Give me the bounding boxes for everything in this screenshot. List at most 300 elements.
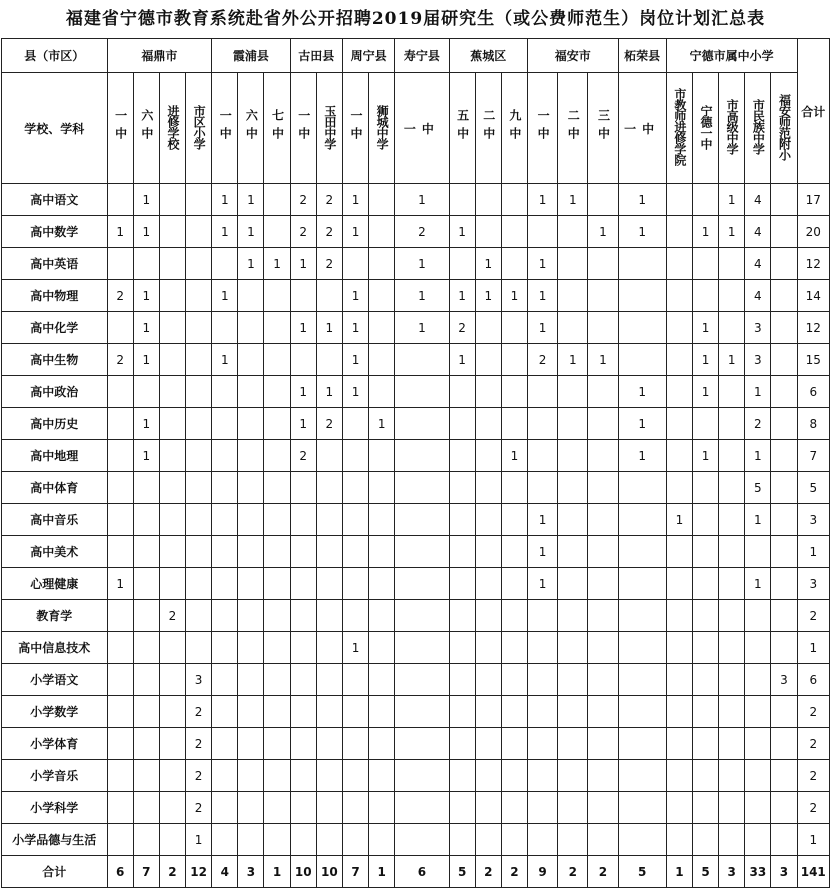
- count-cell: [666, 760, 692, 792]
- column-total-cell: 4: [212, 856, 238, 888]
- count-cell: [618, 728, 666, 760]
- count-cell: [342, 472, 368, 504]
- row-total-cell: 1: [797, 824, 829, 856]
- count-cell: 1: [395, 248, 449, 280]
- count-cell: [719, 632, 745, 664]
- school-header-cell: [212, 73, 238, 184]
- total-header-cell: 合计: [797, 39, 829, 184]
- count-cell: 1: [666, 504, 692, 536]
- table-row: [2, 600, 830, 632]
- row-total-cell: 6: [797, 376, 829, 408]
- count-cell: [290, 600, 316, 632]
- count-cell: [618, 568, 666, 600]
- count-cell: [692, 472, 718, 504]
- count-cell: [771, 280, 797, 312]
- count-cell: [186, 504, 212, 536]
- count-cell: [618, 312, 666, 344]
- count-cell: 2: [290, 440, 316, 472]
- school-name-text: 狮城中学: [375, 104, 390, 149]
- count-cell: [212, 696, 238, 728]
- count-cell: [264, 376, 290, 408]
- count-cell: [107, 504, 133, 536]
- column-total-cell: 3: [719, 856, 745, 888]
- count-cell: [501, 312, 527, 344]
- row-total-cell: 1: [797, 536, 829, 568]
- county-header-cell: 古田县: [290, 39, 342, 73]
- count-cell: 2: [745, 408, 771, 440]
- count-cell: [501, 344, 527, 376]
- count-cell: [771, 760, 797, 792]
- count-cell: [159, 696, 185, 728]
- count-cell: [212, 664, 238, 696]
- count-cell: [588, 472, 618, 504]
- count-cell: [290, 760, 316, 792]
- count-cell: [159, 312, 185, 344]
- count-cell: [369, 312, 395, 344]
- count-cell: [745, 536, 771, 568]
- count-cell: [395, 440, 449, 472]
- count-cell: [618, 280, 666, 312]
- table-row: [2, 632, 830, 664]
- count-cell: [342, 728, 368, 760]
- count-cell: [342, 600, 368, 632]
- row-total-cell: 6: [797, 664, 829, 696]
- count-cell: 1: [395, 312, 449, 344]
- count-cell: [133, 248, 159, 280]
- count-cell: [369, 344, 395, 376]
- count-cell: [107, 376, 133, 408]
- column-total-cell: 3: [771, 856, 797, 888]
- table-row: [2, 408, 830, 440]
- count-cell: [692, 536, 718, 568]
- count-cell: [238, 728, 264, 760]
- table-row: [2, 760, 830, 792]
- count-cell: 2: [107, 280, 133, 312]
- count-cell: [107, 824, 133, 856]
- subject-cell: 高中数学: [2, 216, 108, 248]
- count-cell: [264, 632, 290, 664]
- table-row: [2, 472, 830, 504]
- count-cell: 2: [395, 216, 449, 248]
- count-cell: 1: [107, 568, 133, 600]
- count-cell: [369, 536, 395, 568]
- count-cell: [528, 664, 558, 696]
- count-cell: [369, 824, 395, 856]
- count-cell: [528, 696, 558, 728]
- count-cell: [264, 504, 290, 536]
- subject-cell: 高中美术: [2, 536, 108, 568]
- count-cell: [186, 632, 212, 664]
- row-total-cell: 2: [797, 696, 829, 728]
- count-cell: 1: [316, 376, 342, 408]
- count-cell: [133, 792, 159, 824]
- school-header-cell: [449, 73, 475, 184]
- count-cell: [107, 728, 133, 760]
- count-cell: [558, 248, 588, 280]
- school-name-text: 一中: [218, 108, 233, 145]
- count-cell: [238, 760, 264, 792]
- count-cell: [369, 760, 395, 792]
- count-cell: [238, 344, 264, 376]
- count-cell: [771, 600, 797, 632]
- count-cell: 1: [501, 280, 527, 312]
- count-cell: [369, 696, 395, 728]
- count-cell: 1: [618, 216, 666, 248]
- count-cell: 1: [290, 376, 316, 408]
- count-cell: [342, 536, 368, 568]
- school-header-cell: [316, 73, 342, 184]
- count-cell: [588, 440, 618, 472]
- count-cell: [212, 824, 238, 856]
- school-header-cell: [719, 73, 745, 184]
- count-cell: 1: [290, 248, 316, 280]
- count-cell: [186, 472, 212, 504]
- count-cell: [316, 536, 342, 568]
- subject-cell: 小学品德与生活: [2, 824, 108, 856]
- count-cell: 4: [745, 184, 771, 216]
- school-header-cell: [342, 73, 368, 184]
- count-cell: [692, 184, 718, 216]
- count-cell: [588, 312, 618, 344]
- count-cell: [771, 216, 797, 248]
- table-row: [2, 728, 830, 760]
- count-cell: [107, 248, 133, 280]
- count-cell: [290, 504, 316, 536]
- count-cell: [771, 408, 797, 440]
- count-cell: [369, 568, 395, 600]
- count-cell: [618, 472, 666, 504]
- column-total-cell: 2: [588, 856, 618, 888]
- count-cell: [369, 632, 395, 664]
- school-name-text: 玉田中学: [322, 104, 337, 149]
- count-cell: 1: [745, 376, 771, 408]
- count-cell: 2: [186, 696, 212, 728]
- count-cell: [316, 472, 342, 504]
- count-cell: [133, 760, 159, 792]
- count-cell: [501, 600, 527, 632]
- count-cell: [186, 280, 212, 312]
- count-cell: [159, 344, 185, 376]
- subject-cell: 高中生物: [2, 344, 108, 376]
- table-row: [2, 664, 830, 696]
- count-cell: [618, 792, 666, 824]
- count-cell: [475, 440, 501, 472]
- count-cell: [558, 280, 588, 312]
- school-header-cell: [771, 73, 797, 184]
- school-name-text: 二中: [566, 108, 581, 145]
- count-cell: [186, 440, 212, 472]
- count-cell: [159, 760, 185, 792]
- count-cell: [558, 632, 588, 664]
- count-cell: [528, 824, 558, 856]
- county-header-cell: 福鼎市: [107, 39, 212, 73]
- count-cell: [501, 632, 527, 664]
- subject-cell: 高中体育: [2, 472, 108, 504]
- count-cell: 3: [771, 664, 797, 696]
- count-cell: [666, 312, 692, 344]
- count-cell: [666, 472, 692, 504]
- count-cell: [558, 600, 588, 632]
- school-header-cell: [745, 73, 771, 184]
- table-row: [2, 536, 830, 568]
- count-cell: 1: [133, 440, 159, 472]
- count-cell: 1: [342, 344, 368, 376]
- count-cell: 1: [745, 504, 771, 536]
- count-cell: [771, 184, 797, 216]
- count-cell: [238, 280, 264, 312]
- count-cell: [107, 632, 133, 664]
- count-cell: [316, 760, 342, 792]
- count-cell: [395, 504, 449, 536]
- count-cell: [107, 472, 133, 504]
- count-cell: [316, 280, 342, 312]
- count-cell: 1: [238, 248, 264, 280]
- count-cell: [449, 184, 475, 216]
- count-cell: [475, 568, 501, 600]
- count-cell: 1: [558, 184, 588, 216]
- count-cell: [449, 376, 475, 408]
- count-cell: 1: [342, 216, 368, 248]
- school-name-text: 六中: [244, 108, 259, 145]
- count-cell: [186, 568, 212, 600]
- count-cell: [588, 568, 618, 600]
- count-cell: [290, 728, 316, 760]
- count-cell: [159, 536, 185, 568]
- count-cell: [238, 632, 264, 664]
- count-cell: 1: [692, 312, 718, 344]
- count-cell: [159, 248, 185, 280]
- table-row: [2, 312, 830, 344]
- count-cell: [475, 536, 501, 568]
- count-cell: [159, 824, 185, 856]
- count-cell: [501, 696, 527, 728]
- subject-cell: 小学数学: [2, 696, 108, 728]
- count-cell: [475, 184, 501, 216]
- count-cell: [449, 824, 475, 856]
- count-cell: 4: [745, 248, 771, 280]
- school-name-text: 福安师范附小: [777, 93, 792, 160]
- count-cell: [666, 248, 692, 280]
- count-cell: [558, 824, 588, 856]
- count-cell: [475, 312, 501, 344]
- count-cell: 1: [692, 344, 718, 376]
- school-label-cell: 学校、学科: [2, 73, 108, 184]
- count-cell: 2: [290, 184, 316, 216]
- count-cell: [107, 184, 133, 216]
- count-cell: [395, 760, 449, 792]
- count-cell: 3: [745, 344, 771, 376]
- count-cell: [395, 568, 449, 600]
- count-cell: [745, 632, 771, 664]
- count-cell: 1: [558, 344, 588, 376]
- count-cell: 1: [212, 184, 238, 216]
- count-cell: [501, 472, 527, 504]
- column-total-cell: 2: [501, 856, 527, 888]
- count-cell: [212, 376, 238, 408]
- count-cell: [666, 568, 692, 600]
- count-cell: [238, 568, 264, 600]
- count-cell: [475, 824, 501, 856]
- row-total-cell: 15: [797, 344, 829, 376]
- column-total-cell: 5: [692, 856, 718, 888]
- column-total-cell: 7: [133, 856, 159, 888]
- count-cell: [186, 248, 212, 280]
- count-cell: [771, 344, 797, 376]
- count-cell: 1: [618, 376, 666, 408]
- school-header-cell: [395, 73, 449, 184]
- count-cell: [369, 600, 395, 632]
- count-cell: [342, 760, 368, 792]
- count-cell: [719, 728, 745, 760]
- school-name-text: 市民族中学: [751, 99, 766, 154]
- count-cell: [719, 760, 745, 792]
- count-cell: [290, 632, 316, 664]
- county-header-cell: 蕉城区: [449, 39, 527, 73]
- row-total-cell: 17: [797, 184, 829, 216]
- count-cell: [666, 632, 692, 664]
- table-row: [2, 216, 830, 248]
- count-cell: [264, 760, 290, 792]
- count-cell: [238, 600, 264, 632]
- count-cell: [666, 408, 692, 440]
- school-header-row: [2, 73, 830, 184]
- count-cell: [588, 696, 618, 728]
- count-cell: [159, 792, 185, 824]
- count-cell: [212, 568, 238, 600]
- table-row: [2, 248, 830, 280]
- school-header-cell: [666, 73, 692, 184]
- count-cell: [133, 568, 159, 600]
- count-cell: [290, 792, 316, 824]
- subject-cell: 高中政治: [2, 376, 108, 408]
- count-cell: 1: [692, 440, 718, 472]
- table-row: [2, 184, 830, 216]
- count-cell: [369, 440, 395, 472]
- count-cell: [369, 664, 395, 696]
- count-cell: [666, 376, 692, 408]
- table-row: [2, 280, 830, 312]
- count-cell: [666, 792, 692, 824]
- school-header-cell: [133, 73, 159, 184]
- table-row: [2, 824, 830, 856]
- count-cell: [771, 824, 797, 856]
- count-cell: [290, 824, 316, 856]
- count-cell: 1: [618, 440, 666, 472]
- count-cell: 2: [316, 408, 342, 440]
- count-cell: 1: [212, 280, 238, 312]
- count-cell: 1: [342, 632, 368, 664]
- count-cell: [342, 664, 368, 696]
- count-cell: [107, 760, 133, 792]
- count-cell: [588, 536, 618, 568]
- count-cell: [449, 568, 475, 600]
- count-cell: [449, 696, 475, 728]
- row-total-cell: 2: [797, 728, 829, 760]
- count-cell: [264, 728, 290, 760]
- count-cell: 1: [369, 408, 395, 440]
- count-cell: [666, 440, 692, 472]
- count-cell: 1: [316, 312, 342, 344]
- count-cell: [290, 536, 316, 568]
- count-cell: [186, 216, 212, 248]
- count-cell: [395, 632, 449, 664]
- count-cell: [528, 760, 558, 792]
- count-cell: [475, 760, 501, 792]
- count-cell: [133, 696, 159, 728]
- count-cell: [719, 504, 745, 536]
- count-cell: [264, 472, 290, 504]
- count-cell: [449, 472, 475, 504]
- count-cell: [692, 792, 718, 824]
- count-cell: [745, 760, 771, 792]
- count-cell: [342, 792, 368, 824]
- count-cell: [618, 600, 666, 632]
- count-cell: 2: [316, 184, 342, 216]
- count-cell: [290, 280, 316, 312]
- school-name-text: 三中: [596, 108, 611, 145]
- count-cell: [264, 184, 290, 216]
- count-cell: [558, 696, 588, 728]
- row-total-cell: 20: [797, 216, 829, 248]
- count-cell: [618, 344, 666, 376]
- count-cell: 1: [475, 280, 501, 312]
- count-cell: [159, 664, 185, 696]
- row-total-cell: 14: [797, 280, 829, 312]
- count-cell: 1: [528, 312, 558, 344]
- table-row: [2, 376, 830, 408]
- count-cell: [449, 248, 475, 280]
- school-header-cell: [238, 73, 264, 184]
- count-cell: [133, 504, 159, 536]
- count-cell: [588, 664, 618, 696]
- count-cell: [238, 664, 264, 696]
- county-header-cell: 柘荣县: [618, 39, 666, 73]
- count-cell: [666, 184, 692, 216]
- count-cell: 1: [238, 216, 264, 248]
- count-cell: [719, 312, 745, 344]
- count-cell: [771, 696, 797, 728]
- count-cell: 1: [133, 312, 159, 344]
- count-cell: 1: [692, 216, 718, 248]
- count-cell: [212, 408, 238, 440]
- count-cell: [290, 568, 316, 600]
- count-cell: [238, 440, 264, 472]
- count-cell: 1: [264, 248, 290, 280]
- count-cell: [107, 600, 133, 632]
- school-name-text: 一中: [536, 108, 551, 145]
- count-cell: [342, 824, 368, 856]
- subject-cell: 高中地理: [2, 440, 108, 472]
- count-cell: [501, 184, 527, 216]
- count-cell: [133, 600, 159, 632]
- count-cell: [475, 696, 501, 728]
- table-row: [2, 344, 830, 376]
- table-row: [2, 696, 830, 728]
- count-cell: [107, 696, 133, 728]
- count-cell: [369, 216, 395, 248]
- count-cell: [264, 664, 290, 696]
- totals-label-cell: 合计: [2, 856, 108, 888]
- count-cell: 1: [342, 184, 368, 216]
- count-cell: [771, 376, 797, 408]
- count-cell: [186, 600, 212, 632]
- count-cell: 2: [528, 344, 558, 376]
- count-cell: [558, 376, 588, 408]
- count-cell: [212, 440, 238, 472]
- count-cell: [618, 824, 666, 856]
- count-cell: [666, 600, 692, 632]
- count-cell: [771, 632, 797, 664]
